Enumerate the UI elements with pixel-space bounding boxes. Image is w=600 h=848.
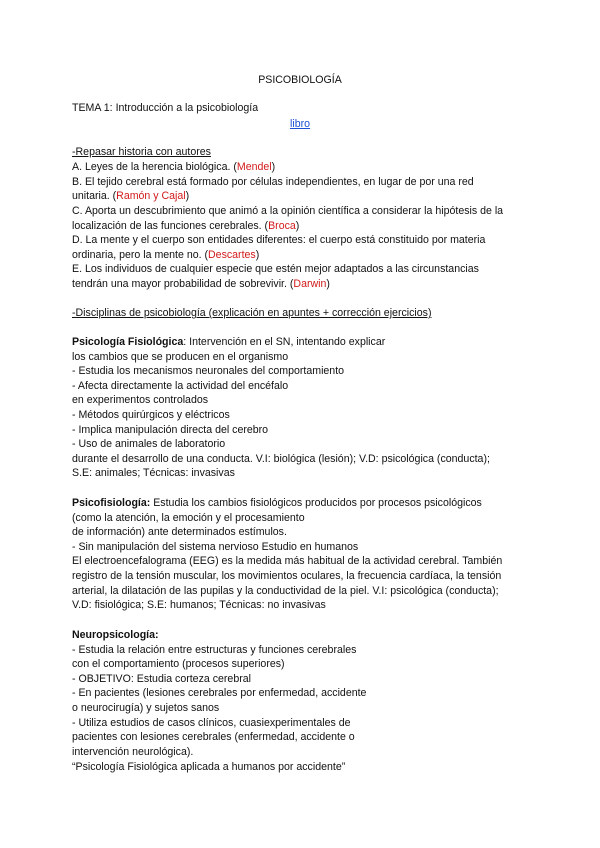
section-fisiologica-first: Psicología Fisiológica: Intervención en el SN, intentando explicar — [72, 336, 386, 348]
author-name: Darwin — [293, 278, 327, 290]
author-name: Broca — [268, 220, 296, 232]
section-title: Psicología Fisiológica — [72, 336, 184, 348]
text-line: - Estudia la relación entre estructuras y funciones cerebrales — [72, 644, 357, 656]
list-item: E. Los individuos de cualquier especie que estén mejor adaptados a las circunstancias — [72, 263, 479, 275]
list-item-cont: unitaria. (Ramón y Cajal) — [72, 190, 190, 202]
text-line: El electroencefalograma (EEG) es la medida más habitual de la actividad cerebral. También — [72, 555, 503, 567]
book-link[interactable]: libro — [289, 118, 311, 130]
text-line: - Métodos quirúrgicos y eléctricos — [72, 409, 230, 421]
text-line: - Uso de animales de laboratorio — [72, 438, 226, 450]
list-item: A. Leyes de la herencia biológica. (Mendel) — [72, 161, 276, 173]
list-item: C. Aporta un descubrimiento que animó a la opinión científica a considerar la hipótesis de la — [72, 205, 504, 217]
section-psicofisiologia-first: Psicofisiología: Estudia los cambios fisiológicos producidos por procesos psicológicos — [72, 497, 482, 509]
text-line: de información) ante determinados estímulos. — [72, 526, 287, 538]
list-item-cont: localización de las funciones cerebrales. (Broca) — [72, 220, 300, 232]
document-title: PSICOBIOLOGÍA — [258, 74, 342, 86]
author-name: Ramón y Cajal — [116, 190, 186, 202]
text-line: - Implica manipulación directa del cerebro — [72, 424, 269, 436]
topic-heading: TEMA 1: Introducción a la psicobiología — [72, 102, 259, 114]
quote-line: “Psicología Fisiológica aplicada a humanos por accidente” — [72, 761, 346, 773]
text-line: los cambios que se producen en el organismo — [72, 351, 289, 363]
text-line: - OBJETIVO: Estudia corteza cerebral — [72, 673, 251, 685]
repasar-heading: -Repasar historia con autores — [72, 146, 211, 158]
text-line: - Utiliza estudios de casos clínicos, cuasiexperimentales de — [72, 717, 351, 729]
author-name: Descartes — [208, 249, 256, 261]
text-line: pacientes con lesiones cerebrales (enfermedad, accidente o — [72, 731, 355, 743]
list-item-cont: tendrán una mayor probabilidad de sobrevivir. (Darwin) — [72, 278, 330, 290]
text-line: V.D: fisiológica; S.E: humanos; Técnicas: no invasivas — [72, 599, 326, 611]
text-line: registro de la tensión muscular, los movimientos oculares, la frecuencia cardíaca, la tensión — [72, 570, 502, 582]
text-line: - Sin manipulación del sistema nervioso Estudio en humanos — [72, 541, 359, 553]
text-line: S.E: animales; Técnicas: invasivas — [72, 467, 235, 479]
text-line: intervención neurológica). — [72, 746, 194, 758]
text-line: o neurocirugía) y sujetos sanos — [72, 702, 220, 714]
list-item: B. El tejido cerebral está formado por células independientes, en lugar de por una red — [72, 176, 474, 188]
list-item-cont: ordinaria, pero la mente no. (Descartes) — [72, 249, 260, 261]
list-item: D. La mente y el cuerpo son entidades diferentes: el cuerpo está constituido por materia — [72, 234, 486, 246]
text-line: - En pacientes (lesiones cerebrales por enfermedad, accidente — [72, 687, 367, 699]
disciplinas-heading: -Disciplinas de psicobiología (explicación en apuntes + corrección ejercicios) — [72, 307, 432, 319]
author-name: Mendel — [236, 161, 272, 173]
text-line: - Afecta directamente la actividad del encéfalo — [72, 380, 289, 392]
text-line: en experimentos controlados — [72, 394, 209, 406]
text-line: durante el desarrollo de una conducta. V.I: biológica (lesión); V.D: psicológica (conducta); — [72, 453, 490, 465]
text-line: - Estudia los mecanismos neuronales del comportamiento — [72, 365, 345, 377]
section-title: Neuropsicología: — [72, 629, 159, 641]
section-title: Psicofisiología: — [72, 497, 151, 509]
text-line: arterial, la dilatación de las pupilas y la conductividad de la piel. V.I: psicológica (conducta); — [72, 585, 499, 597]
text-line: con el comportamiento (procesos superiores) — [72, 658, 285, 670]
text-line: (como la atención, la emoción y el procesamiento — [72, 512, 305, 524]
